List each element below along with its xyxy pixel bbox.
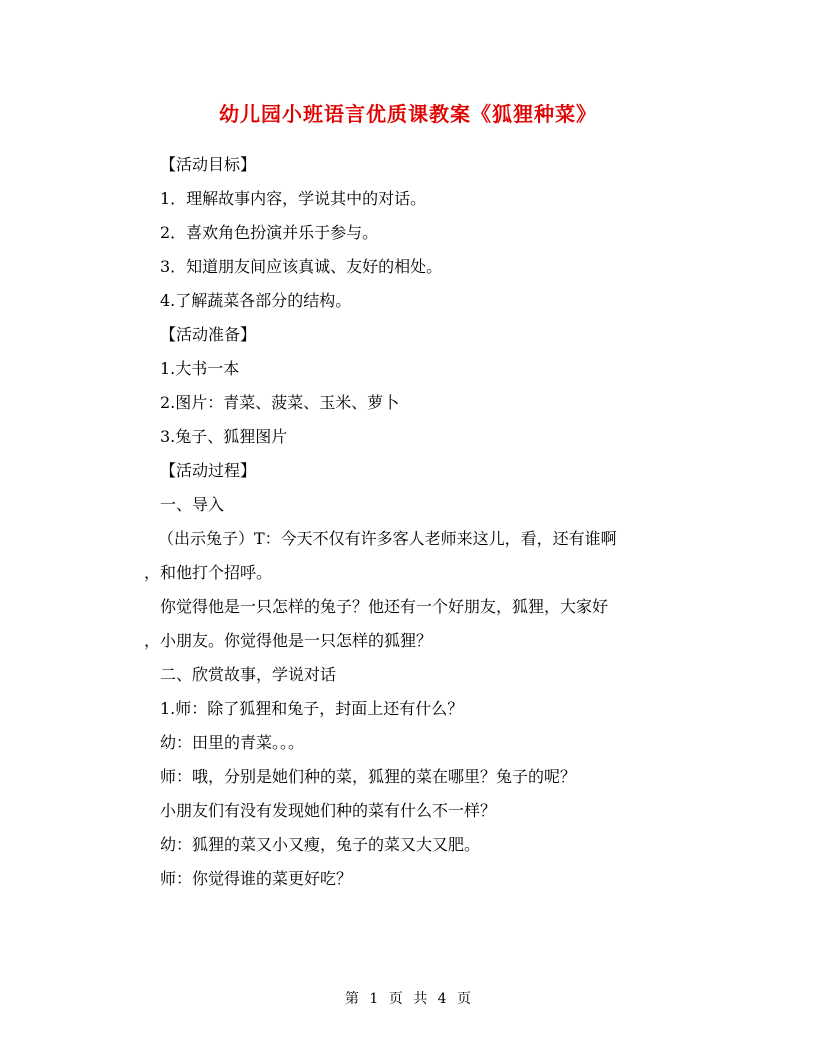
body-line-continuation: ，小朋友。你觉得他是一只怎样的狐狸？ bbox=[144, 631, 433, 650]
body-line: （出示兔子）T：今天不仅有许多客人老师来这儿，看，还有谁啊 bbox=[158, 529, 617, 548]
document-title: 幼儿园小班语言优质课教案《狐狸种菜》 bbox=[219, 102, 597, 126]
body-line: 二、欣赏故事，学说对话 bbox=[160, 665, 337, 684]
body-line: 1．理解故事内容，学说其中的对话。 bbox=[160, 189, 427, 208]
body-line: 幼：田里的青菜。。。 bbox=[160, 733, 305, 752]
section-heading-process: 【活动过程】 bbox=[160, 461, 257, 480]
section-heading-goals: 【活动目标】 bbox=[160, 155, 257, 174]
body-line: 1.师：除了狐狸和兔子，封面上还有什么？ bbox=[160, 699, 464, 718]
body-line: 师：你觉得谁的菜更好吃？ bbox=[160, 869, 353, 888]
body-line: 小朋友们有没有发现她们种的菜有什么不一样？ bbox=[160, 801, 497, 820]
body-line: 幼：狐狸的菜又小又瘦，兔子的菜又大又肥。 bbox=[160, 835, 481, 854]
section-heading-preparation: 【活动准备】 bbox=[160, 325, 257, 344]
body-line: 4.了解蔬菜各部分的结构。 bbox=[160, 291, 352, 310]
body-line: 2.图片：青菜、菠菜、玉米、萝卜 bbox=[160, 393, 400, 412]
body-line: 一、导入 bbox=[160, 495, 225, 514]
body-line: 2．喜欢角色扮演并乐于参与。 bbox=[160, 223, 379, 242]
body-line: 3．知道朋友间应该真诚、友好的相处。 bbox=[160, 257, 443, 276]
body-line: 1.大书一本 bbox=[160, 359, 240, 378]
page-number-footer: 第 1 页 共 4 页 bbox=[344, 991, 472, 1007]
body-line-continuation: ，和他打个招呼。 bbox=[144, 563, 273, 582]
body-line: 师：哦，分别是她们种的菜，狐狸的菜在哪里？兔子的呢？ bbox=[160, 767, 577, 786]
document-body bbox=[144, 148, 700, 896]
body-line: 3.兔子、狐狸图片 bbox=[160, 427, 288, 446]
body-line: 你觉得他是一只怎样的兔子？他还有一个好朋友，狐狸，大家好 bbox=[160, 597, 609, 616]
